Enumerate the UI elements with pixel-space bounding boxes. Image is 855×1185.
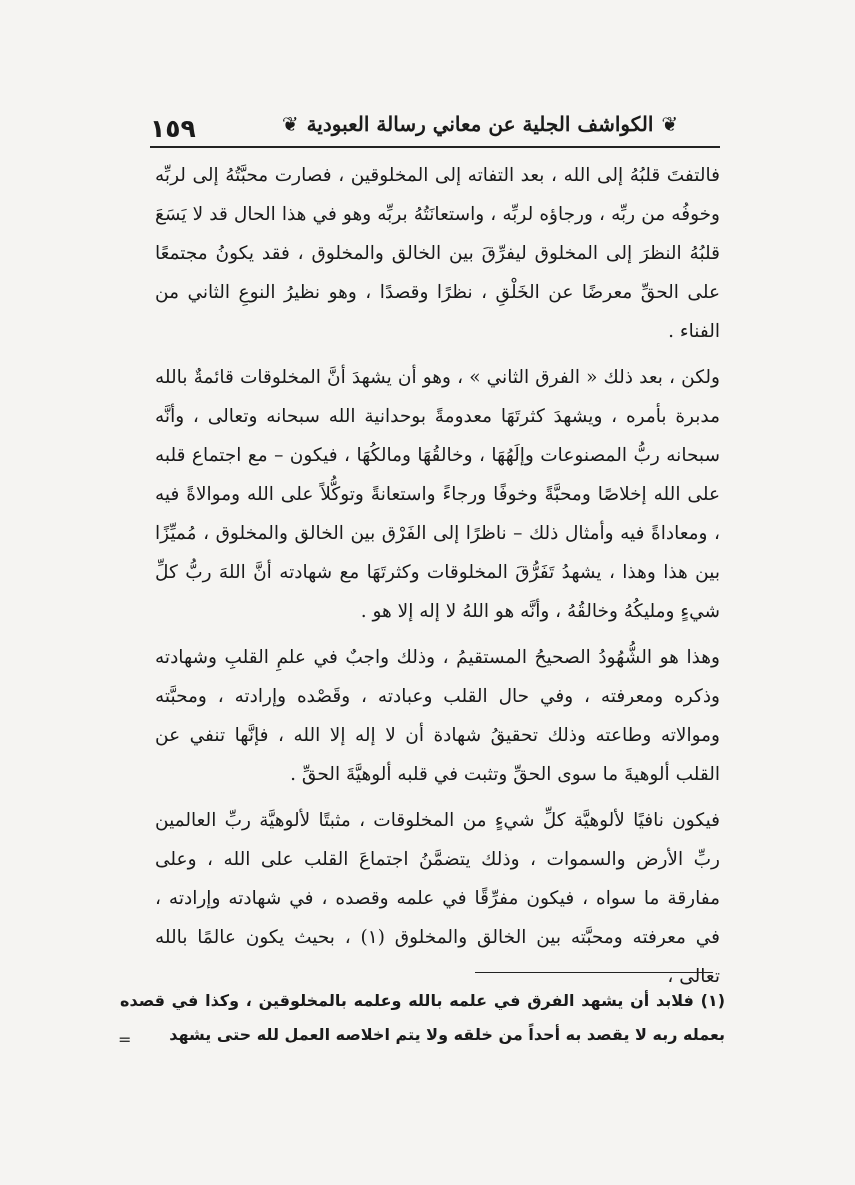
paragraph: فالتفتَ قلبُهُ إلى الله ، بعد التفاته إلى المخلوقين ، فصارت محبَّتُهُ إلى لربِّه وخوفُه من ربِّه ، ورجاؤه لربِّه ، واستعانَتُهُ بربِّه وهو في هذا الحال قد لا يَسَعَ قلبُهُ النظرَ إلى المخلوق ليفرِّقَ بين الخالق والمخلوق ، فقد يكونُ مجتمعًا على الحقِّ معرضًا عن الخَلْقِ ، نظرًا وقصدًا ، وهو نظيرُ النوعِ الثاني من الفناء . bbox=[155, 165, 720, 342]
fleuron-ornament-left: ❦ bbox=[281, 112, 299, 136]
running-title bbox=[245, 106, 715, 142]
paragraph: فيكون نافيًا لألوهيَّة كلِّ شيءٍ من المخلوقات ، مثبتًا لألوهيَّة ربِّ العالمين ربِّ الأرض والسموات ، وذلك يتضمَّنُ اجتماعَ القلب على الله ، وعلى مفارقة ما سواه ، فيكون مفرِّقًا في علمه وقصده ، في شهادته وإرادته ، في معرفته ومحبَّته بين الخالق والمخلوق (١) ، بحيث يكون عالمًا بالله تعالى ، bbox=[155, 810, 720, 987]
footnote-separator bbox=[475, 972, 713, 973]
paragraph: وهذا هو الشُّهُودُ الصحيحُ المستقيمُ ، وذلك واجبٌ في علمِ القلبِ وشهادته وذكره ومعرفته ، وفي حال القلب وعبادته ، وقَصْده وإرادته ، ومحبَّته وموالاته وطاعته وذلك تحقيقُ شهادة أن لا إله إلا الله ، فإنَّها تنفي عن القلب ألوهيةَ ما سوى الحقِّ وتثبت في قلبه ألوهيَّةَ الحقِّ . bbox=[155, 647, 720, 785]
footnote-continuation-mark: = bbox=[118, 1030, 132, 1049]
header-rule bbox=[150, 146, 720, 148]
page-header bbox=[150, 100, 720, 152]
main-text bbox=[155, 156, 720, 996]
footnote-text: (١) فلابد أن يشهد الفرق في علمه بالله وعلمه بالمخلوقين ، وكذا في قصده بعمله ربه لا يقصد به أحداً من خلقه ولا يتم اخلاصه العمل لله حتى يشهد bbox=[120, 991, 725, 1044]
paragraph: ولكن ، بعد ذلك « الفرق الثاني » ، وهو أن يشهدَ أنَّ المخلوقات قائمةٌ بالله مدبرة بأمره ، ويشهدَ كثرتَهَا معدومةً بوحدانية الله سبحانه وتعالى ، وأنَّه سبحانه ربُّ المصنوعات وإلَهُهَا ، وخالقُهَا ومالكُهَا ، فيكون – مع اجتماع قلبه على الله إخلاصًا ومحبَّةً وخوفًا ورجاءً واستعانةً وتوكُّلاً على الله وموالاةً فيه ، ومعاداةً فيه وأمثال ذلك – ناظرًا إلى الفَرْق بين الخالق والمخلوق ، مُميِّزًا بين هذا وهذا ، يشهدُ تَفَرُّقَ المخلوقات وكثرتَهَا مع شهادته أنَّ اللهَ ربُّ كلِّ شيءٍ ومليكُهُ وخالقُهُ ، وأنَّه هو اللهُ لا إله إلا هو . bbox=[155, 367, 720, 622]
page-number: ١٥٩ bbox=[150, 114, 196, 143]
fleuron-ornament-right: ❦ bbox=[661, 112, 679, 136]
running-title-text: الكواشف الجلية عن معاني رسالة العبودية bbox=[306, 112, 654, 136]
footnote bbox=[120, 984, 725, 1052]
